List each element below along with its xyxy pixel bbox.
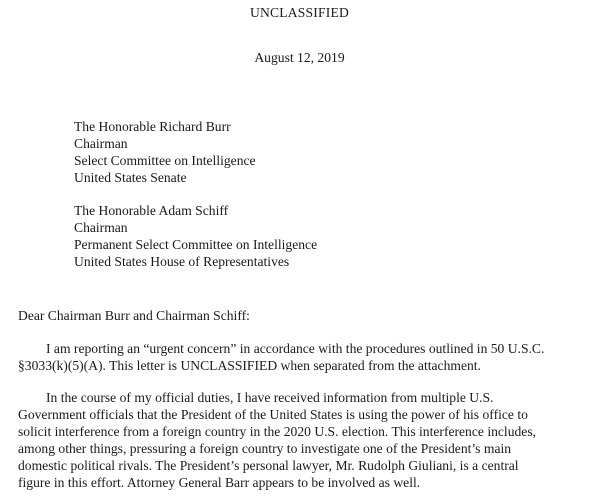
paragraph-line: domestic political rivals. The President’s personal lawyer, Mr. Rudolph Giuliani, is a central [18,458,519,473]
salutation: Dear Chairman Burr and Chairman Schiff: [18,308,250,323]
paragraph-line: In the course of my official duties, I have received information from multiple U.S. [46,390,494,405]
recipient-committee: Permanent Select Committee on Intelligence [74,237,318,252]
recipient-chamber: United States House of Representatives [74,254,290,269]
paragraph-line: §3033(k)(5)(A). This letter is UNCLASSIFIED when separated from the attachment. [18,358,481,373]
paragraph-line: Government officials that the President of the United States is using the power of his office to [18,407,528,422]
recipient-name: The Honorable Adam Schiff [74,203,229,218]
classification-marking: UNCLASSIFIED [249,5,350,20]
recipient-name: The Honorable Richard Burr [74,119,231,134]
body-paragraph-1 [18,340,584,374]
paragraph-line: I am reporting an “urgent concern” in accordance with the procedures outlined in 50 U.S.C. [46,341,545,356]
recipient-address-burr [74,118,256,186]
body-paragraph-2 [18,389,584,491]
letter-date: August 12, 2019 [254,50,345,65]
recipient-title: Chairman [74,220,128,235]
paragraph-line: solicit interference from a foreign country in the 2020 U.S. election. This interference includes, [18,424,537,439]
recipient-chamber: United States Senate [74,170,187,185]
recipient-title: Chairman [74,136,128,151]
recipient-committee: Select Committee on Intelligence [74,153,256,168]
paragraph-line: among other things, pressuring a foreign country to investigate one of the President’s main [18,441,512,456]
paragraph-line: figure in this effort. Attorney General Barr appears to be involved as well. [18,475,421,490]
recipient-address-schiff [74,202,317,270]
